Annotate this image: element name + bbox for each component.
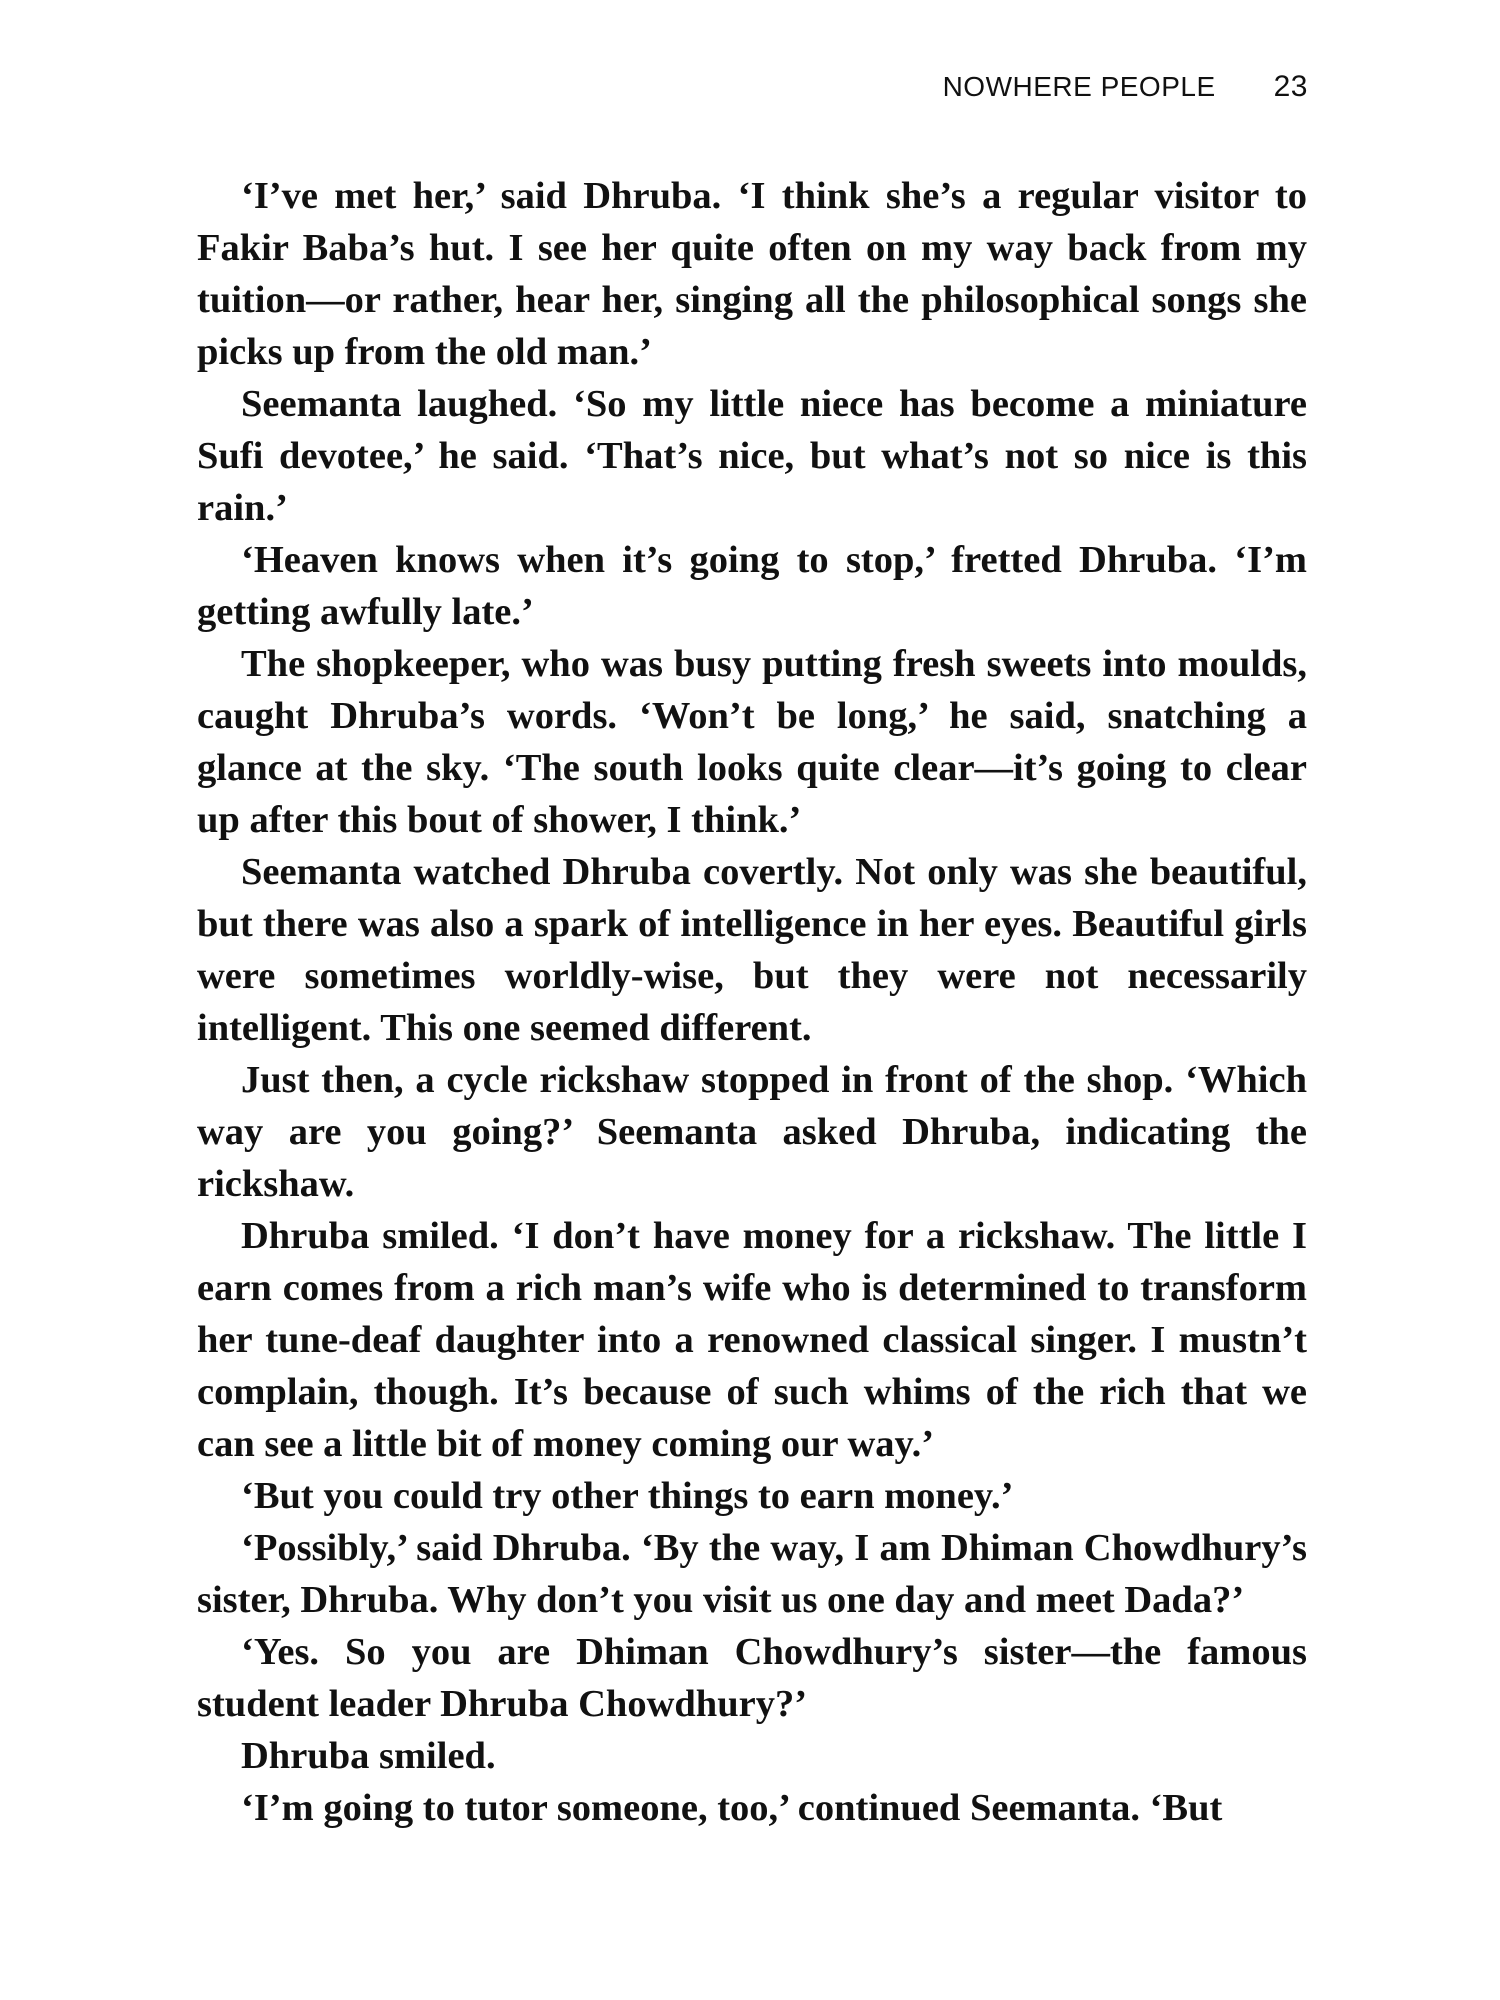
paragraph-9: ‘Possibly,’ said Dhruba. ‘By the way, I am Dhiman Chowdhury’s sister, Dhruba. Why don’t you visit us one day and meet Dada?’: [197, 1527, 1307, 1621]
running-title: NOWHERE PEOPLE: [942, 71, 1216, 102]
paragraph-3: ‘Heaven knows when it’s going to stop,’ fretted Dhruba. ‘I’m getting awfully late.’: [197, 539, 1307, 633]
paragraph-1: ‘I’ve met her,’ said Dhruba. ‘I think she’s a regular visitor to Fakir Baba’s hut. I see her quite often on my way back from my tuition—or rather, hear her, singing all the philosophical songs she picks up from the old man.’: [197, 175, 1307, 373]
paragraph-4: The shopkeeper, who was busy putting fresh sweets into moulds, caught Dhruba’s words. ‘Won’t be long,’ he said, snatching a glance at the sky. ‘The south looks quite clear—it’s going to clear up after this bout of shower, I think.’: [197, 643, 1307, 841]
paragraph-10: ‘Yes. So you are Dhiman Chowdhury’s sister—the famous student leader Dhruba Chowdhury?’: [197, 1631, 1307, 1725]
paragraph-5: Seemanta watched Dhruba covertly. Not only was she beautiful, but there was also a spark of intelligence in her eyes. Beautiful girls were sometimes worldly-wise, but they were not necessarily intelligent. This one seemed different.: [197, 851, 1307, 1049]
paragraph-2: Seemanta laughed. ‘So my little niece has become a miniature Sufi devotee,’ he said. ‘That’s nice, but what’s not so nice is this rain.’: [197, 383, 1307, 529]
paragraph-6: Just then, a cycle rickshaw stopped in front of the shop. ‘Which way are you going?’ Seemanta asked Dhruba, indicating the rickshaw.: [197, 1059, 1307, 1205]
paragraph-12: ‘I’m going to tutor someone, too,’ continued Seemanta. ‘But: [241, 1787, 1223, 1829]
page-number: 23: [1273, 70, 1308, 103]
page-body: [197, 170, 1307, 1834]
paragraph-8: ‘But you could try other things to earn money.’: [241, 1475, 1014, 1517]
paragraph-7: Dhruba smiled. ‘I don’t have money for a rickshaw. The little I earn comes from a rich man’s wife who is determined to transform her tune-deaf daughter into a renowned classical singer. I mustn’t complain, though. It’s because of such whims of the rich that we can see a little bit of money coming our way.’: [197, 1215, 1307, 1465]
paragraph-11: Dhruba smiled.: [241, 1735, 496, 1777]
running-head: [0, 70, 1308, 104]
